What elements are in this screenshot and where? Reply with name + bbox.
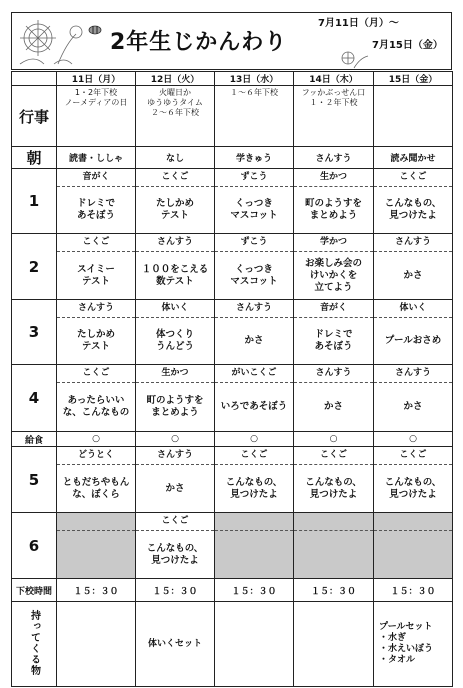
schedule-table	[11, 71, 453, 687]
dismissal-label: 下校時間	[12, 579, 57, 602]
dismissal-cell: １５：３０	[215, 579, 294, 602]
bring-cell: 体いくセット	[136, 602, 215, 687]
period-cell	[294, 513, 374, 579]
activity-text: かさ	[165, 482, 185, 494]
subject-label	[215, 513, 293, 531]
day-header: 12日（火）	[136, 72, 215, 86]
period-cell	[374, 447, 453, 513]
period-cell	[215, 365, 294, 432]
activity-text: かさ	[244, 335, 264, 346]
lunch-cell: ○	[294, 432, 374, 447]
period-cell	[294, 169, 374, 234]
period-row	[12, 447, 453, 513]
period-cell	[215, 234, 294, 300]
lunch-cell: ○	[374, 432, 453, 447]
bring-cell: プールセット ・水ぎ ・水えいぼう ・タオル	[374, 602, 453, 687]
event-cell: フッかぶっせん口 １・２年下校	[294, 86, 374, 147]
period-cell	[136, 365, 215, 432]
lunch-cell: ○	[57, 432, 136, 447]
activity-text: こんなもの、 見つけたよ	[305, 476, 362, 500]
subject-label: 生かつ	[294, 169, 373, 187]
subject-label: がいこくご	[215, 365, 293, 383]
subject-label: 学かつ	[294, 234, 373, 252]
morning-row	[12, 147, 453, 169]
period-row	[12, 169, 453, 234]
subject-label: こくご	[215, 447, 293, 465]
activity-text: こんなもの、 見つけたよ	[384, 476, 442, 500]
event-cell	[374, 86, 453, 147]
bee-icon	[86, 22, 104, 36]
period-cell	[57, 513, 136, 579]
subject-label: こくご	[374, 169, 452, 187]
activity-text: お楽しみ会の けいかくを 立てよう	[304, 257, 362, 293]
lunch-label: 給食	[12, 432, 57, 447]
activity-text	[294, 531, 373, 578]
period-row	[12, 234, 453, 300]
subject-label: 体いく	[374, 300, 452, 318]
period-cell	[294, 300, 374, 365]
period-row	[12, 365, 453, 432]
period-cell	[57, 234, 136, 300]
activity-text	[374, 531, 452, 578]
small-dandelion-illustration	[338, 48, 372, 70]
bring-label-cell	[12, 602, 57, 687]
period-cell	[374, 169, 453, 234]
period-row	[12, 300, 453, 365]
period-cell	[215, 169, 294, 234]
activity-text: 体つくり うんどう	[155, 329, 194, 352]
day-header: 11日（月）	[57, 72, 136, 86]
dismissal-cell: １５：３０	[294, 579, 374, 602]
dismissal-cell: １５：３０	[136, 579, 215, 602]
period-cell	[136, 447, 215, 513]
day-header-row	[12, 72, 453, 86]
period-cell	[215, 300, 294, 365]
period-cell	[374, 234, 453, 300]
lunch-cell: ○	[136, 432, 215, 447]
date-from: 7月11日（月）～	[318, 18, 399, 29]
period-label: 3	[12, 300, 57, 365]
subject-label	[374, 513, 452, 531]
activity-text: いろであそぼう	[220, 401, 288, 412]
activity-text: 町のようすを まとめよう	[146, 395, 204, 418]
activity-text: ともだちやもん な、ぼくら	[62, 476, 130, 500]
period-cell	[294, 447, 374, 513]
dismissal-cell: １５：３０	[374, 579, 453, 602]
subject-label: ずこう	[215, 234, 293, 252]
dismissal-cell: １５：３０	[57, 579, 136, 602]
morning-cell: 学きゅう	[215, 147, 294, 169]
period-cell	[374, 365, 453, 432]
morning-cell: 読書・ししゃ	[57, 147, 136, 169]
activity-text: かさ	[403, 269, 423, 281]
morning-label: 朝	[12, 147, 57, 169]
events-row	[12, 86, 453, 147]
subject-label	[57, 513, 135, 531]
activity-text: ドレミで あそぼう	[314, 329, 353, 352]
activity-text: たしかめ テスト	[155, 198, 194, 221]
subject-label: 体いく	[136, 300, 214, 318]
period-label: 1	[12, 169, 57, 234]
subject-label: こくご	[57, 234, 135, 252]
period-label: 4	[12, 365, 57, 432]
period-cell	[136, 300, 215, 365]
period-cell	[57, 365, 136, 432]
morning-cell: なし	[136, 147, 215, 169]
period-cell	[294, 365, 374, 432]
bring-cell	[57, 602, 136, 687]
subject-label: こくご	[136, 169, 214, 187]
subject-label: ずこう	[215, 169, 293, 187]
period-row	[12, 513, 453, 579]
period-label: 5	[12, 447, 57, 513]
subject-label: 生かつ	[136, 365, 214, 383]
period-cell	[294, 234, 374, 300]
activity-text: たしかめ テスト	[76, 329, 115, 352]
activity-text: こんなもの、 見つけたよ	[225, 476, 283, 500]
day-header: 15日（金）	[374, 72, 453, 86]
activity-text: スイミー テスト	[77, 263, 115, 287]
corner-cell	[12, 72, 57, 86]
activity-text: かさ	[403, 401, 423, 412]
period-cell	[136, 513, 215, 579]
subject-label: どうとく	[57, 447, 135, 465]
activity-text: 町のようすを まとめよう	[304, 198, 362, 221]
event-cell: １～６年下校	[215, 86, 294, 147]
page-title: 2年生じかんわり	[110, 30, 288, 55]
activity-text: １００をこえる 数テスト	[141, 263, 209, 287]
activity-text: かさ	[323, 401, 343, 412]
subject-label: さんすう	[57, 300, 135, 318]
period-label: 6	[12, 513, 57, 579]
dismissal-row	[12, 579, 453, 602]
subject-label: こくご	[136, 513, 214, 531]
activity-text: ドレミで あそぼう	[76, 198, 115, 221]
day-header: 14日（木）	[294, 72, 374, 86]
activity-text: プールおさめ	[384, 335, 442, 346]
period-cell	[57, 300, 136, 365]
subject-label: さんすう	[374, 234, 452, 252]
subject-label: こくご	[374, 447, 452, 465]
bring-cell	[294, 602, 374, 687]
event-cell: 火曜日か ゆうゆうタイム ２～６年下校	[136, 86, 215, 147]
bring-label: 持ってくる物	[28, 609, 40, 676]
period-cell	[374, 513, 453, 579]
subject-label: さんすう	[294, 365, 373, 383]
lunch-cell: ○	[215, 432, 294, 447]
subject-label: 音がく	[294, 300, 373, 318]
period-cell	[374, 300, 453, 365]
bring-row	[12, 602, 453, 687]
subject-label: さんすう	[136, 234, 214, 252]
dandelion-illustration	[14, 14, 94, 68]
activity-text: くっつき マスコット	[230, 263, 278, 287]
morning-cell: 読み聞かせ	[374, 147, 453, 169]
bring-cell	[215, 602, 294, 687]
activity-text	[57, 531, 135, 578]
subject-label: さんすう	[136, 447, 214, 465]
period-cell	[215, 447, 294, 513]
period-cell	[215, 513, 294, 579]
subject-label: さんすう	[215, 300, 293, 318]
lunch-row	[12, 432, 453, 447]
morning-cell: さんすう	[294, 147, 374, 169]
subject-label: さんすう	[374, 365, 452, 383]
period-cell	[57, 447, 136, 513]
activity-text: あったらいい な、こんなもの	[62, 395, 130, 418]
day-header: 13日（水）	[215, 72, 294, 86]
activity-text	[215, 531, 293, 578]
period-cell	[57, 169, 136, 234]
date-to: 7月15日（金）	[372, 40, 443, 51]
subject-label	[294, 513, 373, 531]
activity-text: こんなもの、 見つけたよ	[146, 542, 204, 566]
activity-text: くっつき マスコット	[230, 198, 278, 221]
event-cell: 1・2年下校 ノーメディアの日	[57, 86, 136, 147]
events-label: 行事	[12, 86, 57, 147]
activity-text: こんなもの、 見つけたよ	[384, 198, 442, 221]
subject-label: こくご	[57, 365, 135, 383]
subject-label: 音がく	[57, 169, 135, 187]
period-label: 2	[12, 234, 57, 300]
subject-label: こくご	[294, 447, 373, 465]
period-cell	[136, 234, 215, 300]
period-cell	[136, 169, 215, 234]
